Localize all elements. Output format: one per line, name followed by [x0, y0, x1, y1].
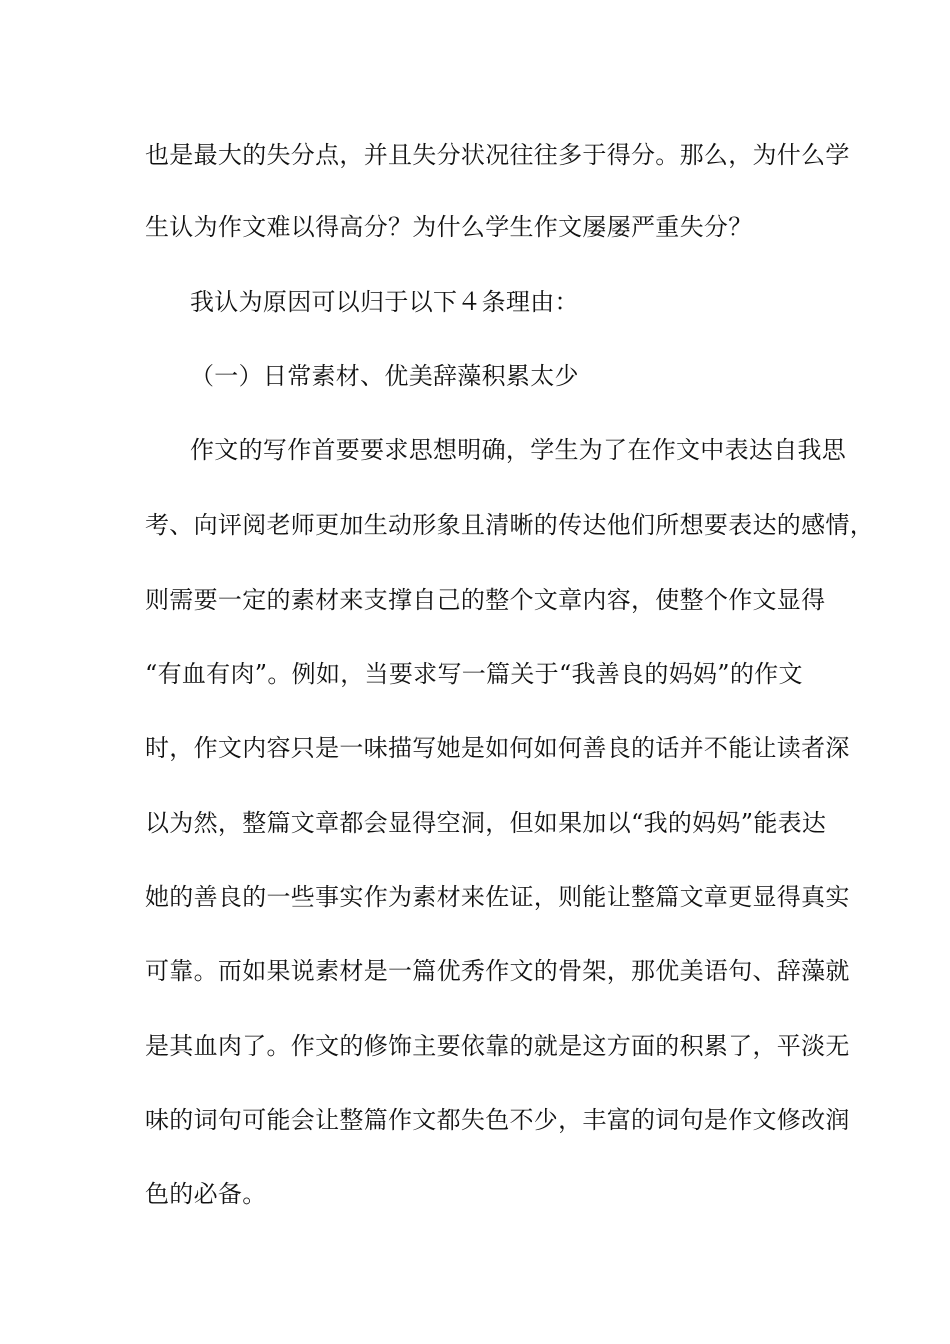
- paragraph-line: 时，作文内容只是一味描写她是如何如何善良的话并不能让读者深: [145, 734, 850, 762]
- paragraph-line: 也是最大的失分点，并且失分状况往往多于得分。那么，为什么学: [145, 141, 850, 169]
- paragraph-line: 可靠。而如果说素材是一篇优秀作文的骨架，那优美语句、辞藻就: [145, 957, 850, 985]
- paragraph-line: 作文的写作首要要求思想明确，学生为了在作文中表达自我思: [190, 436, 847, 464]
- paragraph-line: 考、向评阅老师更加生动形象且清晰的传达他们所想要表达的感情，: [145, 511, 874, 539]
- paragraph-line: 是其血肉了。作文的修饰主要依靠的就是这方面的积累了，平淡无: [145, 1032, 850, 1060]
- paragraph-line: 生认为作文难以得高分？为什么学生作文屡屡严重失分？: [145, 213, 753, 241]
- section-heading: （一）日常素材、优美辞藻积累太少: [190, 362, 579, 390]
- paragraph-line: 则需要一定的素材来支撑自己的整个文章内容，使整个作文显得: [145, 586, 826, 614]
- paragraph-line: 她的善良的一些事实作为素材来佐证，则能让整篇文章更显得真实: [145, 883, 850, 911]
- paragraph-line: 味的词句可能会让整篇作文都失色不少，丰富的词句是作文修改润: [145, 1106, 850, 1134]
- paragraph-line: 色的必备。: [145, 1180, 267, 1208]
- paragraph-line: 以为然，整篇文章都会显得空洞，但如果加以“我的妈妈”能表达: [145, 809, 827, 837]
- paragraph-line: “有血有肉”。例如，当要求写一篇关于“我善良的妈妈”的作文: [145, 660, 803, 688]
- paragraph-line: 我认为原因可以归于以下４条理由：: [190, 288, 579, 316]
